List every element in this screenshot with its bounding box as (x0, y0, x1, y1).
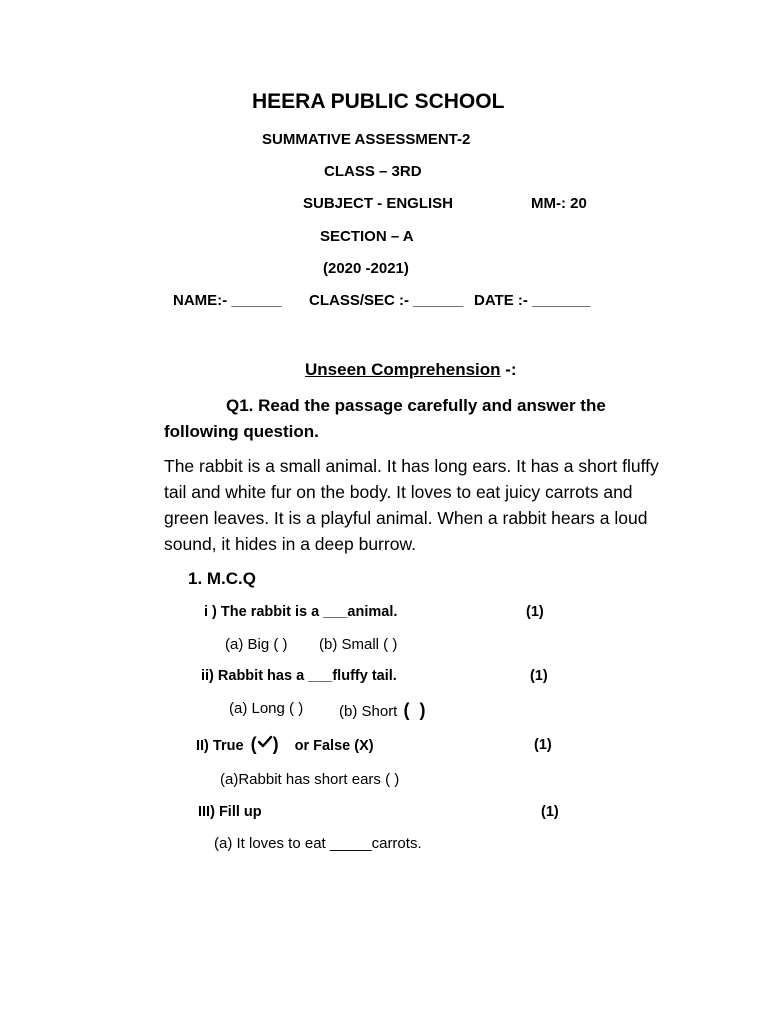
mcq-q2-option-a: (a) Long ( ) (229, 700, 304, 717)
section-heading-text: Unseen Comprehension (305, 360, 501, 379)
school-name: HEERA PUBLIC SCHOOL (252, 90, 505, 113)
session-label: (2020 -2021) (323, 260, 409, 277)
section-label: SECTION – A (320, 228, 414, 245)
question-1-line-1: Q1. Read the passage carefully and answer the (226, 396, 606, 415)
tick-paren-close: ) (272, 734, 279, 754)
mcq-question-1-marks: (1) (526, 604, 544, 620)
true-false-heading (196, 734, 374, 755)
name-field: NAME:- ______ (173, 292, 282, 309)
mcq-question-2: ii) Rabbit has a ___fluffy tail. (201, 668, 397, 684)
section-heading-suffix: -: (500, 360, 517, 379)
mcq-q2-option-b (339, 700, 426, 721)
tick-paren: ( (250, 734, 257, 754)
mcq-question-2-marks: (1) (530, 668, 548, 684)
mcq-question-1: i ) The rabbit is a ___animal. (204, 604, 398, 620)
subject-label: SUBJECT - ENGLISH (303, 195, 454, 212)
true-false-label-prefix: II) True (196, 738, 244, 754)
mcq-q2-option-b-label: (b) Short (339, 703, 398, 720)
true-false-item: (a)Rabbit has short ears ( ) (220, 771, 400, 788)
mcq-heading: 1. M.C.Q (188, 569, 257, 588)
passage: The rabbit is a small animal. It has long ears. It has a short fluffy tail and white fur on the body. It loves to eat juicy carrots and green leaves. It is a playful animal. When a rabbit hears a loud sound, it hides in a deep burrow. (164, 456, 659, 554)
assessment-title: SUMMATIVE ASSESSMENT-2 (262, 131, 471, 148)
fill-up-item: (a) It loves to eat _____carrots. (214, 835, 422, 852)
class-label: CLASS – 3RD (324, 163, 422, 180)
true-false-marks: (1) (534, 737, 552, 753)
section-heading (305, 360, 517, 380)
max-marks: MM-: 20 (531, 195, 587, 212)
check-icon (257, 735, 273, 749)
mcq-q1-option-b: (b) Small ( ) (319, 636, 398, 653)
class-sec-field: CLASS/SEC :- ______ (309, 292, 464, 309)
date-field: DATE :- _______ (474, 292, 591, 309)
fill-up-marks: (1) (541, 804, 559, 820)
mcq-q1-option-a: (a) Big ( ) (225, 636, 288, 653)
true-false-label-suffix: or False (X) (294, 738, 374, 754)
option-paren: ( ) (403, 700, 426, 720)
fill-up-heading: III) Fill up (198, 804, 262, 820)
question-1-line-2: following question. (164, 422, 319, 441)
